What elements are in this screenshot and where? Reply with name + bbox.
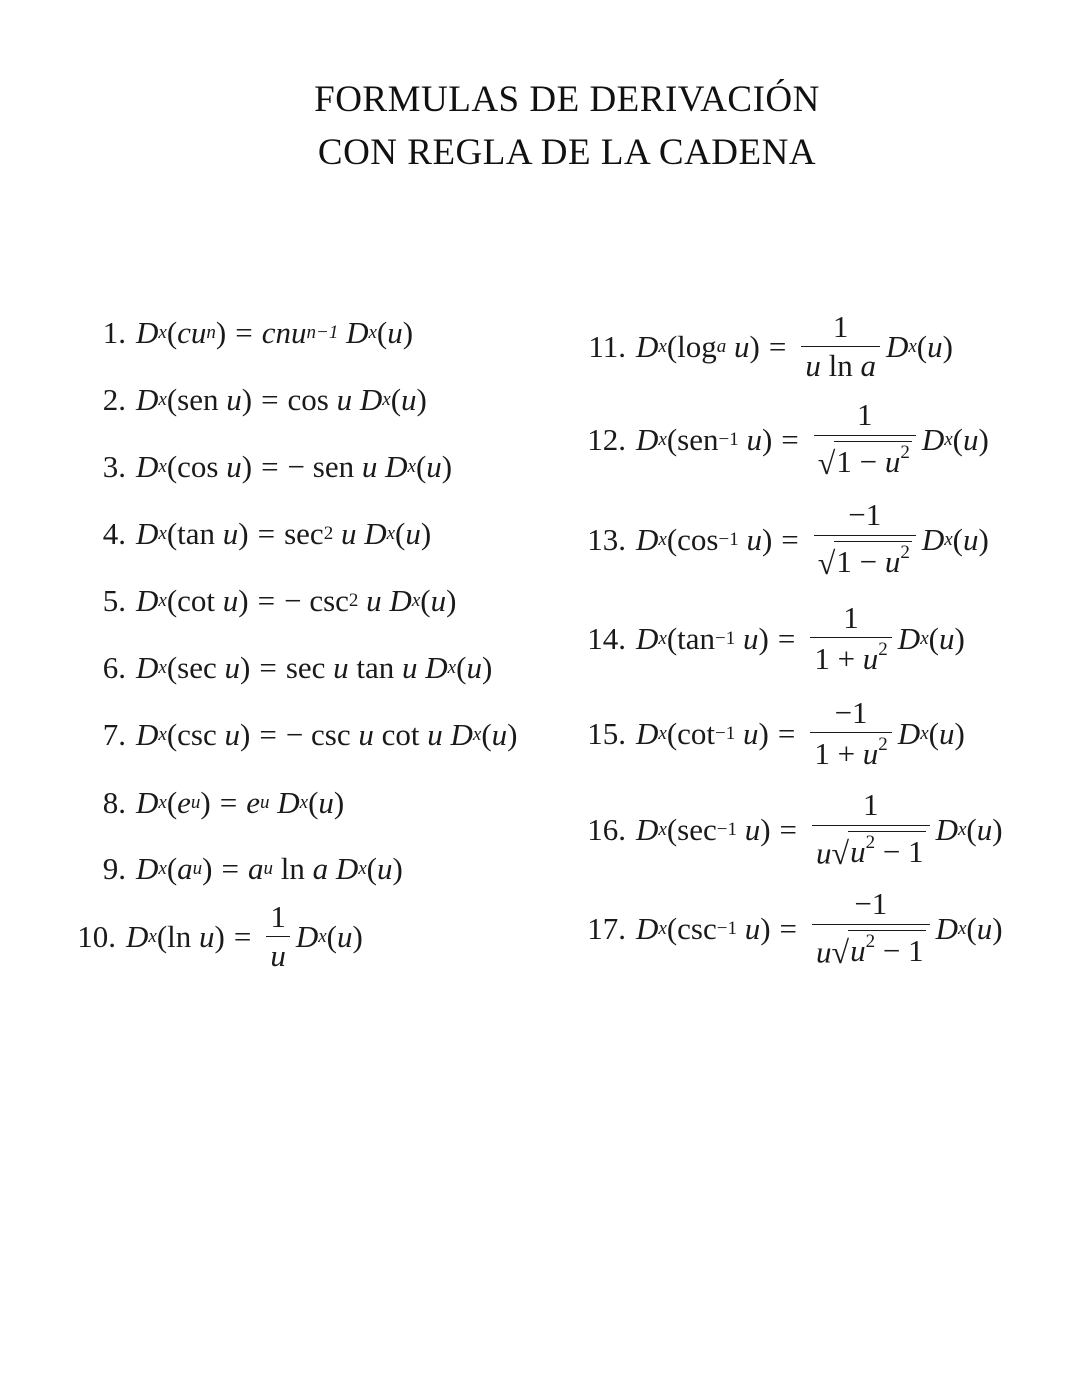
formula-2: 2. D x ( sen u ) = cos u D x ( u ) [102, 382, 427, 417]
formula-number: 1. [102, 315, 126, 350]
formula-1: 1. D x ( cu n ) = cnu n−1 D x ( u ) [86, 298, 413, 368]
fraction: 1 √ $1 - u^2$ [814, 399, 916, 480]
formula-10: 10. D x ( ln u ) = $\frac{1}{u}$ D x ( u ) [77, 898, 363, 974]
fraction: $\frac{1}{u}$ [266, 901, 290, 974]
formula-9: 9. D x ( a u ) = a u ln a D x ( u ) [102, 851, 403, 886]
fraction: $\frac{1}{1 + u^2}$ [810, 602, 891, 677]
formula-13: 13. D x ( cos −1 u ) = −1 √ $1 - u^2$ D x ( u ) [587, 497, 989, 581]
formula-4: 4. D x ( tan u ) = sec 2 u D x ( u ) [102, 516, 432, 551]
fraction: 1 u √ $u^2 - 1$ [812, 789, 930, 870]
document-title-line-2: CON REGLA DE LA CADENA [317, 132, 817, 173]
formula-3: 3. D x ( cos u ) = − sen u D x ( u ) [102, 449, 453, 484]
fraction: $\frac{-1}{1 + u^2}$ [810, 697, 891, 772]
formula-6: 6. D x ( sec u ) = sec u tan u D x ( u ) [102, 650, 493, 685]
fraction: −1 u √ $u^2 - 1$ [812, 888, 930, 969]
formula-12: 12. D x ( sen −1 u ) = 1 √ $1 - u^2$ D x ( u ) [587, 397, 989, 481]
formula-15: 15. D x ( cot −1 u ) = $\frac{-1}{1 + u^2}$ D x ( u ) [587, 694, 965, 772]
formula-16: 16. D x ( sec −1 u ) = 1 u √ $u^2 - 1$ D x ( u ) [587, 787, 1003, 871]
formula-8: 8. D x ( e u ) = e u D x ( u ) [102, 785, 345, 820]
fraction: −1 √ $1 - u^2$ [814, 499, 916, 580]
formula-7: 7. D x ( csc u ) = − csc u cot u D x ( u ) [102, 717, 518, 752]
formula-14: 14. D x ( tan −1 u ) = $\frac{1}{1 + u^2}$ D x ( u ) [587, 599, 965, 677]
fraction: $\frac{1}{\text{u ln a}}$ [801, 311, 880, 384]
formula-5: 5. D x ( cot u ) = − csc 2 u D x ( u ) [102, 583, 457, 618]
formula-11: 11. D x ( log a u ) = $\frac{1}{\text{u ln a}}$ D x ( u ) [588, 308, 953, 384]
document-title-line-1: FORMULAS DE DERIVACIÓN [314, 79, 820, 120]
formula-17: 17. D x ( csc −1 u ) = −1 u √ $u^2 - 1$ D x ( u ) [587, 886, 1003, 970]
